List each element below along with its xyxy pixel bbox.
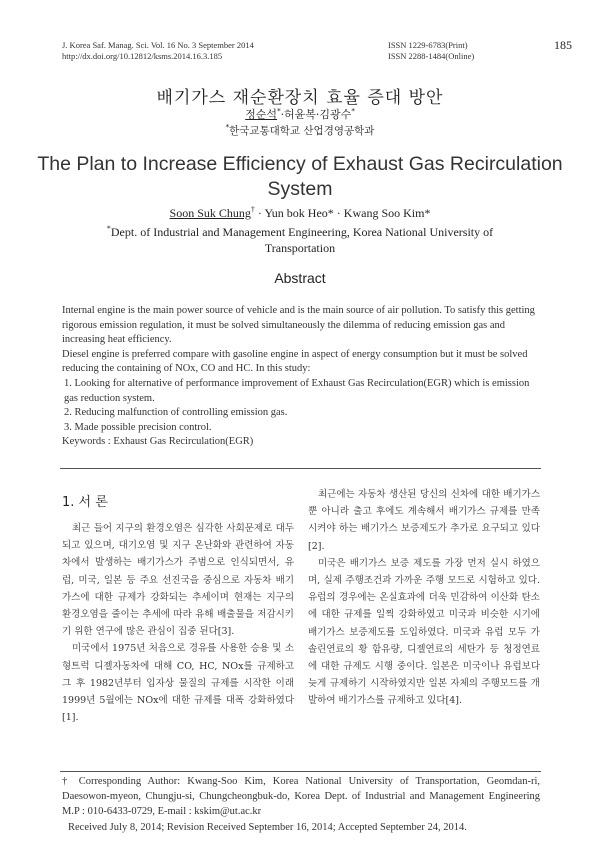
doi-link[interactable]: http://dx.doi.org/10.12812/ksms.2014.16.3.185 (62, 51, 223, 61)
abstract-body (62, 304, 540, 450)
abstract-divider (60, 468, 541, 469)
english-affiliation-line1: Dept. of Industrial and Management Engineering, Korea National University of (110, 225, 494, 239)
abstract-para1: Internal engine is the main power source of vehicle and is the main source of air pollution. To satisfy this getting rigorous emission regulation, it must be solved simultaneously the dilemma of reducing emission gas and increasing heat efficiency. (62, 305, 535, 346)
korean-affiliation: *한국교통대학교 산업경영공학과 (225, 123, 375, 137)
abstract-heading: Abstract (274, 270, 326, 286)
korean-other-authors: ·허윤복·김광수 (280, 108, 352, 121)
received-dates: Received July 8, 2014; Revision Received September 16, 2014; Accepted September 24, 2014. (68, 822, 467, 833)
english-title (0, 152, 600, 202)
right-paragraph-1: 최근에는 자동차 생산된 당신의 신차에 대한 배기가스 뿐 아니라 출고 후에도 계속해서 배기가스 규제를 만족시켜야 하는 배기가스 보증제도가 추가로 요구되고 있다[2]. (308, 489, 540, 552)
english-title-line1: The Plan to Increase Efficiency of Exhaust Gas Recirculation (37, 153, 563, 175)
right-column (308, 486, 540, 710)
english-first-author: Soon Suk Chung (169, 206, 251, 220)
english-affiliation-line2: Transportation (264, 241, 336, 255)
korean-affiliation-text: 한국교통대학교 산업경영공학과 (229, 125, 375, 137)
left-column (62, 520, 294, 726)
abstract-item2: 2. Reducing malfunction of controlling emission gas. (64, 407, 288, 419)
korean-title: 배기가스 재순환장치 효율 증대 방안 (156, 88, 444, 108)
abstract-para2: Diesel engine is preferred compare with gasoline engine in aspect of energy consumption but it must be solved reducing the containing of NOx, CO and HC. In this study: (62, 348, 528, 375)
korean-authors: 정순석*·허윤복·김광수* (245, 107, 355, 121)
abstract-item1: 1. Looking for alternative of performance improvement of Exhaust Gas Recirculation(EGR) which is emission gas reduction system. (64, 377, 530, 404)
footnote (62, 774, 540, 835)
page-number: 185 (554, 38, 572, 52)
left-paragraph-1: 최근 들어 지구의 환경오염은 심각한 사회문제로 대두되고 있으며, 대기오염 및 지구 온난화와 관련하여 자동차에서 발생하는 배기가스가 주범으로 인식되면서, 유럽, 미국, 일본 등 주요 선진국을 중심으로 자동차 배기가스에 대한 규제가 강화되는 추세이며 현재는 지구의 환경오염을 줄이는 추세에 따라 유해 배출물을 저감시키기 위한 연구에 많은 관심이 집중 된다[3]. (62, 523, 294, 638)
english-other-authors: · Yun bok Heo* · Kwang Soo Kim* (254, 206, 431, 220)
right-paragraph-2: 미국은 배기가스 보증 제도를 가장 먼저 실시 하였으며, 실제 주행조건과 가까운 주행 모드로 시험하고 있다. 유럽의 경우에는 온실효과에 더욱 민감하여 이산화 탄소에 대한 규제를 일찍 강화하였고 미국과 비슷한 시기에 배기가스 보증제도를 도입하였다. 미국과 유럽 모두 가솔린연료의 황 함유량, 디젤연료의 세탄가 등 청정연료에 대한 규제도 시행 중이다. 일본은 미국이나 유럽보다 늦게 규제하기 시작하였지만 일본 자체의 주행모드를 개발하여 배기가스를 규제하고 있다[4]. (308, 557, 540, 707)
dagger-symbol: † (62, 776, 79, 787)
english-authors: Soon Suk Chung† · Yun bok Heo* · Kwang Soo Kim* (169, 205, 431, 220)
corresponding-author: Corresponding Author: Kwang-Soo Kim, Korea National University of Transportation, Geomdan-ri, Daesowon-myeon, Chungju-si, Chungcheongbuk-do, Korea Dept. of Industrial and Management Engineering M.P : 010-6433-0729, E-mail : kskim@ut.ac.kr (62, 776, 540, 817)
issn-print: ISSN 1229-6783(Print) (388, 40, 468, 50)
abstract-item3: 3. Made possible precision control. (64, 421, 212, 433)
section-heading: 1. 서 론 (62, 495, 108, 510)
english-affiliation: *Dept. of Industrial and Management Engineering, Korea National University of Transportation (0, 221, 600, 256)
keywords: Keywords : Exhaust Gas Recirculation(EGR) (62, 436, 254, 448)
issn-online: ISSN 2288-1484(Online) (388, 51, 475, 61)
footnote-divider (60, 771, 541, 772)
korean-first-author: 정순석 (245, 108, 278, 121)
english-title-line2: System (267, 178, 333, 200)
journal-citation: J. Korea Saf. Manag. Sci. Vol. 16 No. 3 September 2014 (62, 40, 254, 50)
left-paragraph-2: 미국에서 1975년 처음으로 경유를 사용한 승용 및 소형트럭 디젤자동차에 대해 CO, HC, NOx를 규제하고 그 후 1982년부터 입자상 물질의 규제를 시작한 이래 1999년 5월에는 NOx에 대한 규제를 대폭 강화하였다[1]. (62, 643, 294, 724)
